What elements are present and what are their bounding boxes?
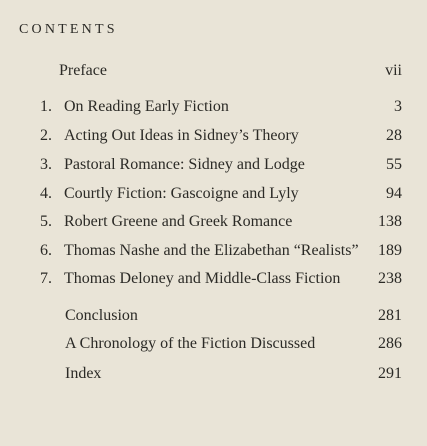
entry-page: 138 xyxy=(378,213,402,230)
chapter-number: 5. xyxy=(40,213,52,230)
entry-title: Index xyxy=(65,365,102,382)
chapter-number: 7. xyxy=(40,270,52,287)
entry-title: Robert Greene and Greek Romance xyxy=(64,213,293,230)
entry-title: Thomas Nashe and the Elizabethan “Realists” xyxy=(64,242,359,259)
entry-title: Courtly Fiction: Gascoigne and Lyly xyxy=(64,185,299,202)
chapter-number: 2. xyxy=(40,127,52,144)
entry-title: Thomas Deloney and Middle-Class Fiction xyxy=(64,270,341,287)
entry-page: 238 xyxy=(378,270,402,287)
chapter-number: 1. xyxy=(40,98,52,115)
entry-page: 3 xyxy=(394,98,402,115)
chapter-number: 6. xyxy=(40,242,52,259)
chapter-number: 3. xyxy=(40,156,52,173)
entry-page: 291 xyxy=(378,365,402,382)
entry-page: vii xyxy=(385,62,402,79)
entry-page: 281 xyxy=(378,307,402,324)
chapter-number: 4. xyxy=(40,185,52,202)
entry-title: Pastoral Romance: Sidney and Lodge xyxy=(64,156,305,173)
contents-heading: CONTENTS xyxy=(19,22,118,37)
entry-page: 286 xyxy=(378,335,402,352)
entry-title: Preface xyxy=(59,62,107,79)
entry-title: Conclusion xyxy=(65,307,138,324)
entry-page: 55 xyxy=(386,156,402,173)
entry-title: On Reading Early Fiction xyxy=(64,98,229,115)
entry-page: 28 xyxy=(386,127,402,144)
entry-title: A Chronology of the Fiction Discussed xyxy=(65,335,316,352)
entry-page: 189 xyxy=(378,242,402,259)
entry-page: 94 xyxy=(386,185,402,202)
entry-title: Acting Out Ideas in Sidney’s Theory xyxy=(64,127,299,144)
